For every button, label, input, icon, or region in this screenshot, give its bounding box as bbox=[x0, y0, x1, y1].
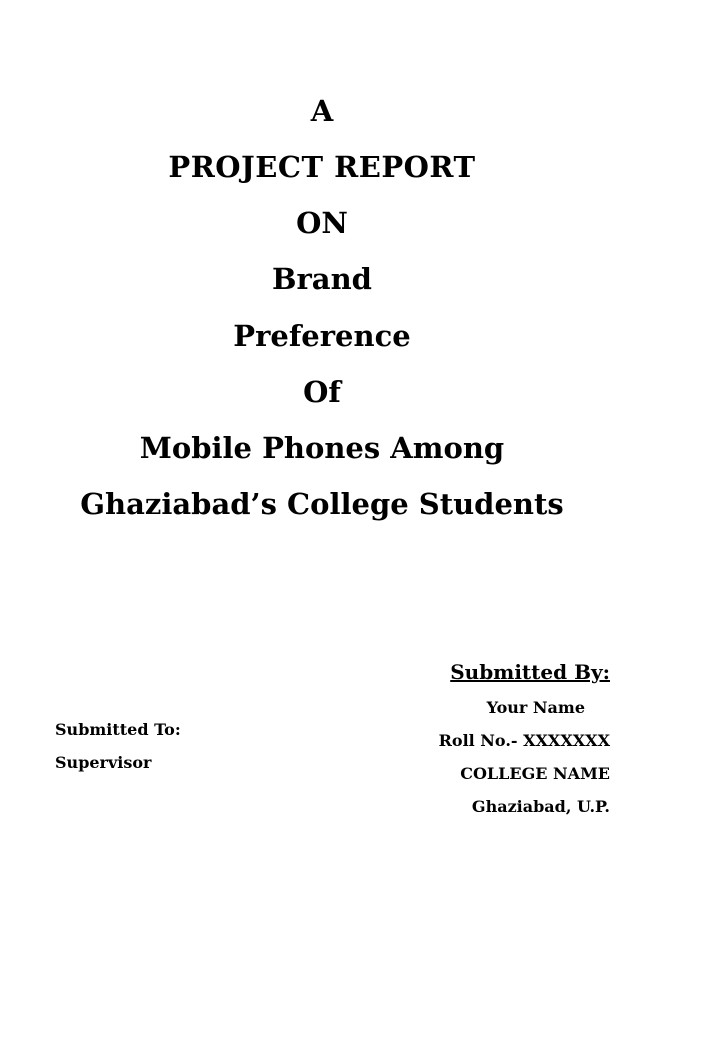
title-line-brand: Brand bbox=[272, 262, 372, 296]
title-line-of: Of bbox=[303, 375, 341, 409]
college-name: COLLEGE NAME bbox=[460, 764, 610, 783]
roll-number: Roll No.- XXXXXXX bbox=[438, 731, 610, 750]
title-line-on: ON bbox=[296, 206, 348, 240]
location: Ghaziabad, U.P. bbox=[471, 797, 610, 816]
title-line-college-students: Ghaziabad’s College Students bbox=[80, 487, 564, 521]
submitted-to-heading: Submitted To: bbox=[55, 720, 181, 739]
submitted-by-heading: Submitted By: bbox=[450, 660, 610, 684]
title-line-mobile-phones: Mobile Phones Among bbox=[139, 431, 505, 465]
title-line-a: A bbox=[310, 94, 334, 128]
supervisor-name: Supervisor bbox=[55, 753, 152, 772]
student-name: Your Name bbox=[486, 698, 585, 717]
title-line-preference: Preference bbox=[233, 319, 411, 353]
title-line-project-report: PROJECT REPORT bbox=[168, 150, 476, 184]
